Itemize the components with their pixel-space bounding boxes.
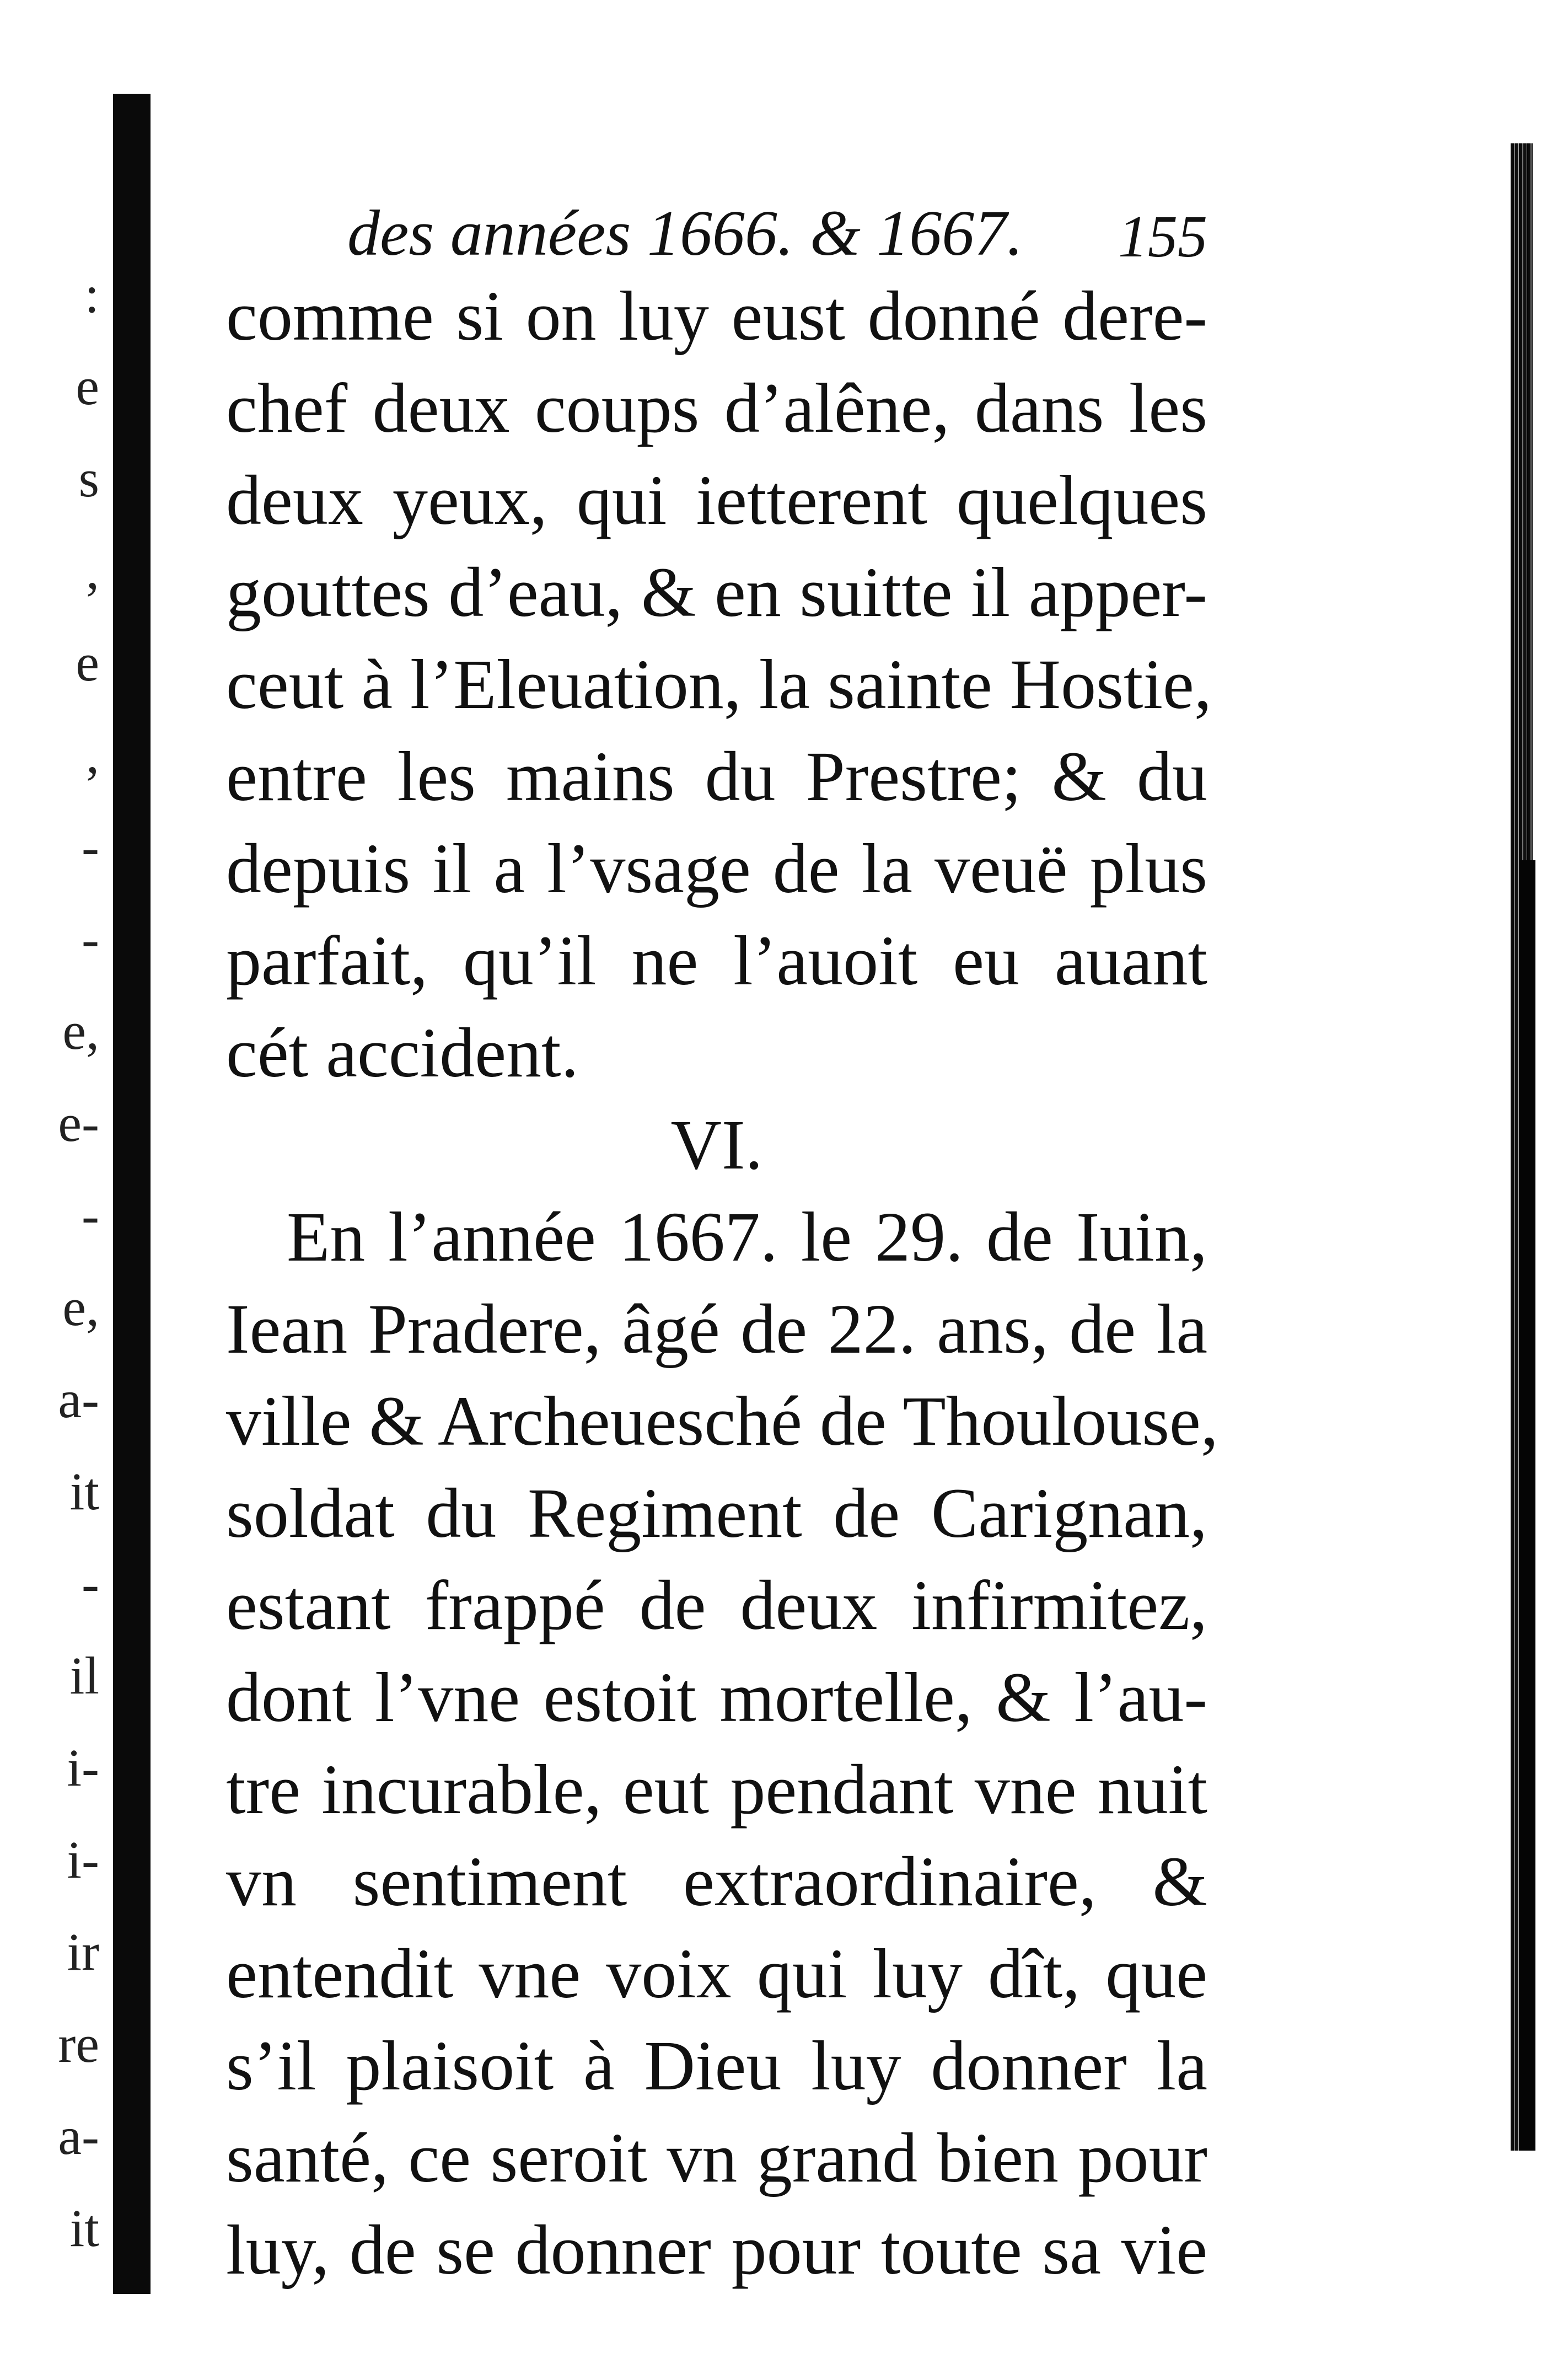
text-line: vn sentiment extraordinaire, & [226, 1842, 1207, 1921]
margin-fragment: il [69, 1646, 99, 1705]
text-line: soldat du Regiment de Carignan, [226, 1474, 1207, 1552]
section-heading: VI. [670, 1106, 763, 1184]
text-line: parfait, qu’il ne l’auoit eu auant [226, 921, 1207, 1000]
text-line: dont l’vne estoit mortelle, & l’au- [226, 1658, 1207, 1736]
text-line: cét accident. [226, 1014, 579, 1092]
margin-fragment: s [78, 449, 99, 508]
text-line: entendit vne voix qui luy dît, que [226, 1934, 1207, 2013]
text-line: depuis il a l’vsage de la veuë plus [226, 829, 1207, 908]
margin-fragment: i- [67, 1738, 99, 1797]
margin-fragment: it [69, 1462, 99, 1521]
scan-edge-right-shadow [1519, 860, 1535, 2151]
margin-fragment: , [86, 725, 99, 784]
text-line: gouttes d’eau, & en suitte il apper- [226, 553, 1207, 631]
page-body-text [226, 270, 1218, 2296]
page-number: 155 [1118, 204, 1207, 270]
text-line: luy, de se donner pour toute sa vie [226, 2211, 1207, 2289]
running-head: des années 1666. & 1667. [347, 197, 1023, 269]
text-line: s’il plaisoit à Dieu luy donner la [226, 2027, 1207, 2105]
text-line: ceut à l’Eleuation, la sainte Hostie, [226, 645, 1212, 723]
text-line: santé, ce seroit vn grand bien pour [226, 2119, 1207, 2197]
margin-fragment: it [69, 2199, 99, 2258]
margin-fragment: ir [67, 1922, 99, 1981]
margin-fragment: i- [67, 1830, 99, 1889]
text-line: chef deux coups d’alêne, dans les [226, 369, 1207, 447]
margin-fragment: e, [62, 1278, 99, 1337]
margin-fragment: a- [58, 2106, 99, 2165]
text-line: En l’année 1667. le 29. de Iuin, [287, 1198, 1207, 1276]
margin-fragment: : [84, 265, 99, 324]
margin-fragment: - [82, 1554, 99, 1613]
margin-fragment: e [76, 357, 99, 416]
margin-fragment: e [76, 633, 99, 692]
margin-fragment: , [86, 541, 99, 600]
text-line: comme si on luy eust donné dere- [226, 277, 1207, 355]
margin-fragment: - [82, 909, 99, 968]
margin-fragment: - [82, 817, 99, 876]
margin-fragment: e, [62, 1001, 99, 1060]
margin-fragment: re [58, 2014, 99, 2073]
text-line: estant frappé de deux infirmitez, [226, 1566, 1207, 1644]
text-line: Iean Pradere, âgé de 22. ans, de la [226, 1290, 1207, 1368]
margin-fragment: a- [58, 1370, 99, 1429]
margin-fragment: e- [58, 1093, 99, 1153]
scan-binding-shadow-left [113, 94, 151, 2294]
facing-page-margin-fragments [0, 248, 110, 2274]
text-line: entre les mains du Prestre; & du [226, 737, 1207, 816]
text-line: deux yeux, qui ietterent quelques [226, 461, 1207, 539]
text-line: tre incurable, eut pendant vne nuit [226, 1750, 1207, 1829]
text-line: ville & Archeuesché de Thoulouse, [226, 1382, 1218, 1460]
margin-fragment: - [82, 1186, 99, 1245]
